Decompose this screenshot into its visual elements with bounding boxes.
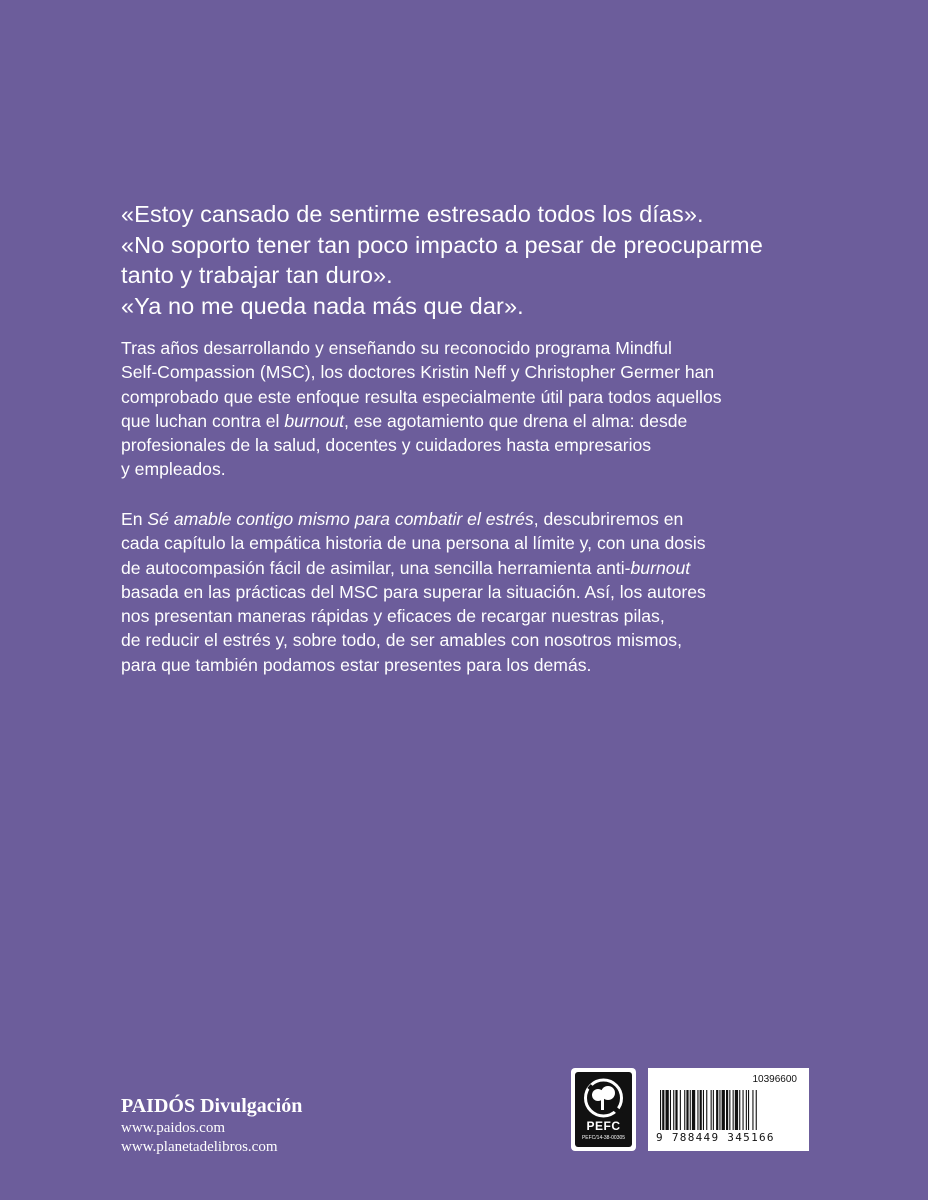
pefc-certification-badge (571, 1068, 636, 1151)
italic-term: burnout (630, 557, 691, 578)
publisher-block (121, 1093, 302, 1157)
barcode-bar (716, 1090, 718, 1130)
text-line: para que también podamos estar presentes para los demás. (121, 654, 592, 675)
barcode-bar (711, 1090, 712, 1130)
text-line: profesionales de la salud, docentes y cuidadores hasta empresarios (121, 435, 652, 456)
text-line: nos presentan maneras rápidas y eficaces de recargar nuestras pilas, (121, 606, 665, 627)
text-run: , ese agotamiento que drena el alma: desde (344, 410, 688, 431)
text-line: de reducir el estrés y, sobre todo, de ser amables con nosotros mismos, (121, 630, 682, 651)
text-run: , descubriremos en (533, 509, 684, 529)
barcode-bar (700, 1090, 702, 1130)
text-line: cada capítulo la empática historia de una persona al límite y, con una dosis (121, 533, 706, 554)
text-line: basada en las prácticas del MSC para superar la situación. Así, los autores (121, 581, 706, 602)
barcode-bar (743, 1090, 744, 1130)
barcode-bar (690, 1090, 691, 1130)
quote-line: tanto y trabajar tan duro». (121, 262, 393, 288)
barcode-bar (756, 1090, 757, 1130)
text-line: y empleados. (121, 459, 226, 480)
publisher-url-planeta: www.planetadelibros.com (121, 1139, 278, 1155)
text-line: comprobado que este enfoque resulta especialmente útil para todos aquellos (121, 386, 722, 407)
text-run: de autocompasión fácil de asimilar, una sencilla herramienta anti- (121, 557, 631, 578)
barcode-bar (746, 1090, 747, 1130)
barcode-bar (729, 1090, 730, 1130)
barcode-bar (666, 1090, 669, 1130)
barcode-bar (662, 1090, 664, 1130)
text-line (121, 409, 801, 433)
barcode-bar (697, 1090, 698, 1130)
barcode-bar (675, 1090, 677, 1130)
text-run: que luchan contra el (121, 410, 285, 431)
pefc-tree-icon (581, 1078, 626, 1118)
barcode-digits: 9 788449 345166 (656, 1131, 775, 1144)
pefc-code: PEFC/14-38-00305 (581, 1135, 626, 1141)
description-paragraph-2 (121, 507, 801, 677)
barcode-bar (670, 1090, 671, 1130)
barcode-bar (703, 1090, 704, 1130)
description-paragraph-1 (121, 336, 801, 482)
text-line: Self-Compassion (MSC), los doctores Kristin Neff y Christopher Germer han (121, 362, 715, 383)
book-title-italic: Sé amable contigo mismo para combatir el estrés (147, 509, 534, 529)
barcode-bar (706, 1090, 707, 1130)
publisher-url-paidos: www.paidos.com (121, 1120, 226, 1136)
text-line (121, 507, 801, 531)
barcode-bar (739, 1090, 740, 1130)
isbn-barcode (648, 1068, 809, 1151)
barcode-bars-icon (660, 1090, 800, 1130)
barcode-bar (735, 1090, 738, 1130)
barcode-bar (686, 1090, 688, 1130)
pefc-badge-inner (575, 1072, 632, 1147)
italic-term: burnout (284, 410, 345, 431)
barcode-bar (684, 1090, 685, 1130)
text-run: En (121, 509, 148, 529)
quote-line: «Estoy cansado de sentirme estresado todos los días». (121, 201, 704, 227)
text-line: Tras años desarrollando y enseñando su reconocido programa Mindful (121, 338, 672, 358)
back-cover-quotes (121, 199, 841, 321)
barcode-bar (713, 1090, 714, 1130)
barcode-bar (692, 1090, 695, 1130)
barcode-bar (680, 1090, 681, 1130)
barcode-bar (673, 1090, 674, 1130)
barcode-bar (752, 1090, 753, 1130)
barcode-bar (660, 1090, 661, 1130)
quote-line: «No soporto tener tan poco impacto a pesar de preocuparme (121, 231, 763, 258)
pefc-label: PEFC (586, 1119, 621, 1133)
quote-line: «Ya no me queda nada más que dar». (121, 292, 524, 319)
barcode-bar (719, 1090, 720, 1130)
barcode-bar (733, 1090, 734, 1130)
text-line (121, 556, 801, 580)
barcode-bar (722, 1090, 725, 1130)
barcode-bar (748, 1090, 749, 1130)
publisher-name: PAIDÓS Divulgación (121, 1095, 303, 1117)
barcode-reference-number: 10396600 (752, 1074, 797, 1085)
barcode-bar (726, 1090, 728, 1130)
